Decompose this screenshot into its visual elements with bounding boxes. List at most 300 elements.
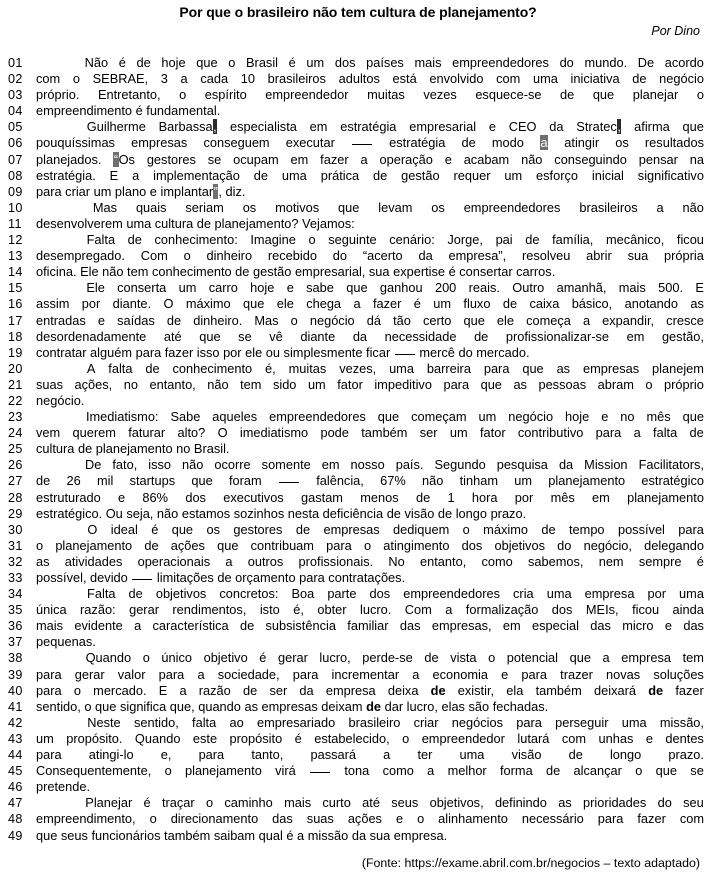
word: cultura de planejamento no Brasil.	[36, 441, 230, 457]
word: negócio	[309, 312, 355, 328]
word: unhas	[598, 730, 634, 746]
word: certo	[422, 312, 452, 328]
line-content	[36, 441, 716, 457]
word: Neste	[87, 714, 121, 730]
text-line	[0, 55, 716, 71]
line-number: 30	[8, 522, 23, 537]
word: estratégico	[641, 473, 704, 489]
word: ideal	[110, 521, 138, 537]
word: objetivo	[203, 650, 248, 666]
line-number: 15	[8, 281, 23, 296]
word: do	[332, 248, 348, 264]
word: ficou	[676, 232, 704, 248]
word: suas	[306, 811, 334, 827]
word: na	[689, 151, 704, 167]
word: um	[307, 376, 326, 392]
word: formalização	[465, 602, 539, 618]
word: possível, devido limitações de orçamento para contratações.	[36, 570, 406, 585]
text-line	[0, 152, 716, 168]
word: é	[259, 650, 267, 666]
word: negócio	[508, 409, 554, 425]
line-number: 19	[8, 345, 23, 360]
word: conserta	[117, 280, 167, 296]
text-line	[0, 715, 716, 731]
text-line	[0, 216, 716, 232]
word: seriam	[185, 199, 224, 215]
word: negócio,	[583, 537, 632, 553]
word: com	[561, 730, 587, 746]
word: pensar	[638, 151, 678, 167]
text-line	[0, 473, 716, 489]
word: evidente	[74, 618, 123, 634]
line-content	[36, 667, 716, 683]
word: é,	[265, 360, 276, 376]
word: também	[535, 682, 582, 698]
line-number: 49	[8, 828, 23, 843]
text-line	[0, 377, 716, 393]
word: lucro.	[359, 602, 392, 618]
word: começam	[411, 409, 467, 425]
word: A	[86, 360, 96, 376]
word: países	[366, 55, 404, 70]
word: tanto,	[251, 747, 284, 763]
word: ações	[347, 811, 382, 827]
word: seu	[683, 795, 704, 811]
word: sempre	[638, 553, 682, 569]
word: e	[488, 119, 496, 135]
text-line	[0, 763, 716, 779]
word: com	[496, 71, 521, 87]
word: empreendimento,	[36, 811, 136, 827]
word: até	[362, 795, 380, 811]
word: para	[326, 537, 352, 553]
word: dinheiro	[206, 248, 253, 264]
text-line	[0, 296, 716, 312]
word: dos	[461, 537, 483, 553]
word: recebido	[267, 248, 317, 264]
word: diante.	[112, 296, 152, 312]
word: para	[516, 714, 542, 730]
word: faturar	[128, 425, 166, 441]
line-content	[36, 345, 716, 361]
word: ao	[229, 714, 244, 730]
word: para	[36, 666, 62, 682]
word: como	[382, 763, 414, 779]
word: a	[179, 682, 187, 698]
word: abram	[597, 376, 634, 392]
word: tempo	[568, 521, 605, 537]
word: uma	[459, 747, 485, 763]
word: planejamento	[548, 473, 626, 489]
word: E	[158, 682, 168, 698]
word: mês	[646, 409, 671, 425]
text-line	[0, 731, 716, 747]
word: empreendedor	[421, 730, 505, 746]
word: que	[338, 199, 360, 215]
word: tem	[682, 650, 704, 666]
word: iniciativa	[570, 71, 620, 87]
line-content	[36, 811, 716, 827]
word: o	[205, 795, 214, 811]
word: objetivos	[494, 537, 545, 553]
word: falência,	[316, 473, 364, 489]
word: e	[97, 312, 106, 328]
word: não	[207, 376, 229, 392]
word: é	[413, 296, 421, 312]
line-number: 08	[8, 168, 23, 183]
word: o	[179, 87, 187, 103]
word: deixa	[387, 682, 419, 698]
word: longo	[609, 747, 642, 763]
word: brasileiros	[579, 199, 638, 215]
line-content	[36, 152, 716, 168]
word: Brasil	[246, 55, 279, 70]
word: 67%	[380, 473, 406, 489]
word: da	[299, 682, 314, 698]
word: máximo	[483, 521, 528, 537]
highlighted-mark: a	[540, 135, 548, 151]
word: E	[109, 167, 119, 183]
line-number: 04	[8, 104, 23, 119]
word: fato,	[112, 457, 138, 473]
word: dos	[334, 55, 356, 70]
highlighted-mark: ”	[213, 183, 218, 199]
word: as	[556, 360, 571, 376]
word: nosso	[350, 457, 385, 473]
word: Facilitators,	[638, 457, 704, 473]
text-line	[0, 570, 716, 586]
text-line	[0, 393, 716, 409]
line-number: 22	[8, 393, 23, 408]
word: dos	[185, 489, 206, 505]
line-content	[36, 87, 716, 103]
word: em	[502, 618, 521, 634]
word: sabe	[306, 280, 334, 296]
word: um	[306, 55, 325, 70]
word: atividades	[64, 553, 123, 569]
byline-author: Por Dino	[651, 24, 700, 38]
word: que	[682, 409, 704, 425]
word: isto	[259, 602, 280, 618]
word: gerar	[277, 650, 308, 666]
word: fator	[479, 425, 506, 441]
word: especial	[532, 618, 579, 634]
word: Barbassa,	[158, 119, 217, 135]
word: da	[352, 328, 368, 344]
word: melhor	[447, 763, 487, 779]
text-line	[0, 602, 716, 618]
word: criar	[413, 714, 439, 730]
line-number: 14	[8, 265, 23, 280]
word: ganhou	[379, 280, 423, 296]
word: que	[199, 328, 221, 344]
word: mais	[36, 618, 64, 634]
word: uma	[281, 167, 307, 183]
word: o	[149, 811, 157, 827]
word: sabemos,	[528, 553, 584, 569]
word: se	[690, 763, 704, 779]
word: lutará	[517, 730, 550, 746]
word: concretos:	[219, 586, 279, 602]
source-citation: (Fonte: https://exame.abril.com.br/negocios – texto adaptado)	[361, 856, 700, 870]
word: que	[217, 537, 239, 553]
word: caminho	[224, 795, 273, 811]
word: de	[239, 618, 255, 634]
word: Falta	[87, 586, 116, 602]
word: a	[582, 312, 591, 328]
word: nem	[598, 553, 624, 569]
line-number: 16	[8, 297, 23, 312]
line-number: 09	[8, 184, 23, 199]
line-number: 05	[8, 120, 23, 135]
word: é	[696, 553, 704, 569]
word: 500.	[658, 280, 684, 296]
text-line	[0, 554, 716, 570]
word	[278, 473, 300, 489]
word: Entretanto,	[97, 87, 161, 103]
word: de	[525, 232, 540, 248]
line-number: 07	[8, 152, 23, 167]
text-line	[0, 103, 716, 119]
text-line	[0, 232, 716, 248]
line-content	[36, 409, 716, 425]
word: da	[418, 248, 433, 264]
word: para	[521, 666, 548, 682]
line-number: 38	[8, 651, 23, 666]
word: que	[196, 55, 218, 70]
line-number: 29	[8, 506, 23, 521]
word: o	[363, 537, 372, 553]
word: razão:	[80, 602, 116, 618]
word: que	[377, 409, 400, 425]
word: de	[502, 296, 518, 312]
line-content	[36, 296, 716, 312]
line-content	[36, 618, 716, 634]
word: imediatismo	[239, 425, 309, 441]
word: No	[388, 553, 405, 569]
word: não	[521, 151, 543, 167]
word: os	[431, 199, 445, 215]
line-content	[36, 779, 716, 795]
line-content	[36, 264, 716, 280]
word: micro	[622, 618, 654, 634]
word: que	[682, 119, 704, 135]
word: o	[142, 650, 150, 666]
word: o	[645, 376, 653, 392]
line-number: 42	[8, 715, 23, 730]
word: mercado.	[93, 682, 147, 698]
word: sociedade,	[217, 666, 280, 682]
word: potencial	[506, 650, 559, 666]
line-number: 41	[8, 699, 23, 714]
line-number: 34	[8, 587, 23, 602]
line-content	[36, 232, 716, 248]
word: Boa	[291, 586, 315, 602]
word: gastam	[301, 489, 343, 505]
word: alto?	[177, 425, 206, 441]
line-content	[36, 828, 716, 844]
word: razão	[198, 682, 231, 698]
word: necessário	[521, 811, 584, 827]
word: inicial	[591, 167, 624, 183]
word: que	[346, 280, 368, 296]
word: das	[399, 618, 421, 634]
word: necessidade	[384, 328, 457, 344]
line-content	[36, 522, 716, 538]
word: das	[683, 618, 704, 634]
word: aqueles	[212, 409, 258, 425]
word: de	[560, 87, 575, 103]
word: somente	[261, 457, 311, 473]
text-line	[0, 280, 716, 296]
word: uma	[389, 360, 414, 376]
text-line	[0, 795, 716, 811]
word: o	[402, 730, 410, 746]
word: ser	[419, 425, 438, 441]
text-line	[0, 248, 716, 264]
word: planejamento	[627, 489, 704, 505]
word: ele	[276, 296, 294, 312]
word: empresa”,	[448, 248, 507, 264]
line-content	[36, 119, 716, 135]
word: o	[417, 811, 425, 827]
word: que	[171, 521, 194, 537]
word: operacionais	[137, 553, 211, 569]
line-content	[36, 634, 716, 650]
text-line	[0, 168, 716, 184]
text-line	[0, 699, 716, 715]
word: vezes	[423, 87, 457, 103]
word: mais	[618, 280, 646, 296]
word: cenário:	[389, 232, 435, 248]
word: a	[445, 602, 453, 618]
word: falta	[653, 425, 678, 441]
word	[540, 135, 548, 151]
word: requer	[453, 167, 491, 183]
word: pessoas	[538, 376, 587, 392]
word: dentes	[665, 730, 704, 746]
line-content	[36, 393, 716, 409]
word: gerar	[74, 666, 105, 682]
word: o	[73, 682, 81, 698]
word: está	[392, 71, 417, 87]
line-content	[36, 473, 716, 489]
word: O	[87, 521, 98, 537]
word: a	[427, 763, 435, 779]
word: Quando	[134, 730, 181, 746]
word: a	[225, 553, 233, 569]
word: “acerto	[362, 248, 403, 264]
word: o	[462, 521, 470, 537]
word: para	[595, 425, 622, 441]
line-content	[36, 457, 716, 473]
word: as	[513, 376, 527, 392]
word: próprio	[664, 376, 704, 392]
word: SEBRAE,	[92, 71, 149, 87]
word: caixa	[529, 296, 560, 312]
word: de	[127, 232, 142, 248]
word: 10	[240, 71, 255, 87]
word: atingi-lo	[88, 747, 134, 763]
word: delegando	[644, 537, 704, 553]
line-content	[36, 586, 716, 602]
word: de	[295, 521, 311, 537]
word: pouquíssimas	[36, 135, 115, 151]
word: perde-se	[362, 650, 413, 666]
word: fazer	[320, 151, 349, 167]
word	[351, 135, 373, 151]
word: de	[36, 473, 51, 489]
word: se	[238, 328, 252, 344]
word: brasileiros	[267, 71, 326, 87]
word: de	[128, 586, 143, 602]
word: de	[424, 650, 439, 666]
word: sentido,	[133, 714, 179, 730]
word: de	[568, 747, 583, 763]
word: propósito.	[66, 730, 123, 746]
word: startups	[129, 473, 176, 489]
word: CEO	[508, 119, 537, 135]
word: cresce	[666, 312, 704, 328]
line-number: 33	[8, 571, 23, 585]
word: para	[36, 682, 62, 698]
word: que	[592, 87, 615, 103]
word: implementação	[153, 167, 240, 183]
line-content	[36, 715, 716, 731]
word: que	[569, 650, 591, 666]
word: de	[632, 71, 647, 87]
word: perseguir	[555, 714, 609, 730]
word: sentido, o que significa que, quando as empresas deixam de dar lucro, elas são fechadas.	[36, 698, 549, 714]
word: atingimento	[383, 537, 450, 553]
word: outros	[247, 553, 284, 569]
word: 86%	[142, 489, 169, 505]
word: que seus funcionários também saibam qual é a missão da sua empresa.	[36, 827, 448, 843]
word: quais	[135, 199, 167, 215]
word: o	[183, 248, 191, 264]
word: dos	[369, 586, 391, 602]
word: de	[136, 55, 151, 70]
word: desempregado.	[36, 248, 125, 264]
word: dá	[366, 312, 381, 328]
text-line	[0, 409, 716, 425]
word: contributivo	[517, 425, 584, 441]
word: os	[206, 521, 220, 537]
word: de	[166, 312, 182, 328]
word: estratégia	[340, 119, 397, 135]
word: do	[559, 55, 574, 70]
word: traçar	[161, 795, 195, 811]
bold-word: de	[430, 682, 446, 698]
word: vista	[450, 650, 477, 666]
word: atingir	[564, 135, 600, 151]
word: diante	[300, 328, 336, 344]
word: a	[633, 425, 641, 441]
word: empresa	[584, 586, 635, 602]
line-number: 44	[8, 748, 23, 763]
word: prazo.	[668, 747, 704, 763]
word: não	[182, 457, 204, 473]
word: mais	[284, 795, 312, 811]
word: modo	[491, 135, 524, 151]
word: deixará	[594, 682, 636, 698]
word: acabam	[463, 151, 510, 167]
word: contratar alguém para fazer isso por ele ou simplesmente ficar mercê do mercado.	[36, 344, 530, 360]
line-content	[36, 538, 716, 554]
word: pequenas.	[36, 634, 96, 650]
word: MEIs,	[585, 602, 619, 618]
word: para	[678, 521, 704, 537]
